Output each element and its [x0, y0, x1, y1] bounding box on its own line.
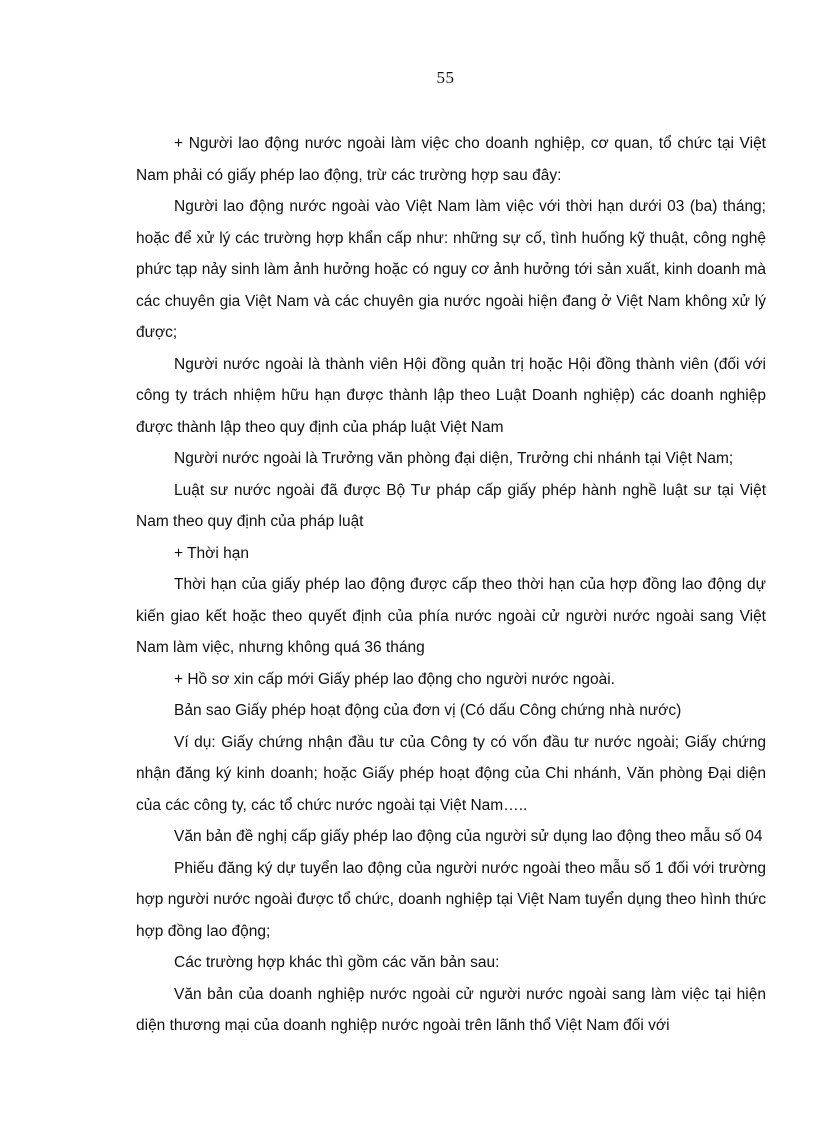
paragraph-office-head-exemption: Người nước ngoài là Trưởng văn phòng đại diện, Trưởng chi nhánh tại Việt Nam;	[174, 450, 734, 467]
paragraph-duration-heading: + Thời hạn	[174, 544, 249, 562]
paragraph-request-form: Văn bản đề nghị cấp giấy phép lao động của người sử dụng lao động theo mẫu số 04	[174, 828, 763, 845]
page-number: 55	[436, 68, 455, 87]
paragraph-short-term-exemption: Người lao động nước ngoài vào Việt Nam làm việc với thời hạn dưới 03 (ba) tháng; hoặc để xử lý các trường hợp khẩn cấp như: những sự cố, tình huống kỹ thuật, công nghệ phức tạp nảy sinh làm ảnh hưởng hoặc có nguy cơ ảnh hưởng tới sản xuất, kinh doanh mà các chuyên gia Việt Nam và các chuyên gia nước ngoài hiện đang ở Việt Nam không xử lý được;	[136, 198, 766, 341]
paragraph-license-copy: Bản sao Giấy phép hoạt động của đơn vị (Có dấu Công chứng nhà nước)	[174, 702, 682, 719]
paragraph-board-member-exemption: Người nước ngoài là thành viên Hội đồng quản trị hoặc Hội đồng thành viên (đối với công ty trách nhiệm hữu hạn được thành lập theo Luật Doanh nghiệp) các doanh nghiệp được thành lập theo quy định của pháp luật Việt Nam	[136, 355, 766, 436]
paragraph-registration-form: Phiếu đăng ký dự tuyển lao động của người nước ngoài theo mẫu số 1 đối với trường hợp người nước ngoài được tổ chức, doanh nghiệp tại Việt Nam tuyển dụng theo hình thức hợp đồng lao động;	[136, 859, 766, 940]
paragraph-example: Ví dụ: Giấy chứng nhận đầu tư của Công ty có vốn đầu tư nước ngoài; Giấy chứng nhận đăng ký kinh doanh; hoặc Giấy phép hoạt động của Chi nhánh, Văn phòng Đại diện của các công ty, các tổ chức nước ngoài tại Việt Nam…..	[136, 733, 766, 814]
paragraph-work-permit-requirement: + Người lao động nước ngoài làm việc cho doanh nghiệp, cơ quan, tổ chức tại Việt Nam phải có giấy phép lao động, trừ các trường hợp sau đây:	[136, 135, 766, 184]
paragraph-dossier-heading: + Hồ sơ xin cấp mới Giấy phép lao động cho người nước ngoài.	[174, 670, 615, 688]
paragraph-other-cases: Các trường hợp khác thì gồm các văn bản sau:	[174, 954, 500, 971]
paragraph-lawyer-exemption: Luật sư nước ngoài đã được Bộ Tư pháp cấp giấy phép hành nghề luật sư tại Việt Nam theo quy định của pháp luật	[136, 481, 766, 530]
paragraph-foreign-enterprise-letter: Văn bản của doanh nghiệp nước ngoài cử người nước ngoài sang làm việc tại hiện diện thương mại của doanh nghiệp nước ngoài trên lãnh thổ Việt Nam đối với	[136, 985, 766, 1034]
paragraph-duration-detail: Thời hạn của giấy phép lao động được cấp theo thời hạn của hợp đồng lao động dự kiến giao kết hoặc theo quyết định của phía nước ngoài cử người nước ngoài sang Việt Nam làm việc, nhưng không quá 36 tháng	[136, 576, 766, 656]
document-body	[136, 128, 766, 1042]
